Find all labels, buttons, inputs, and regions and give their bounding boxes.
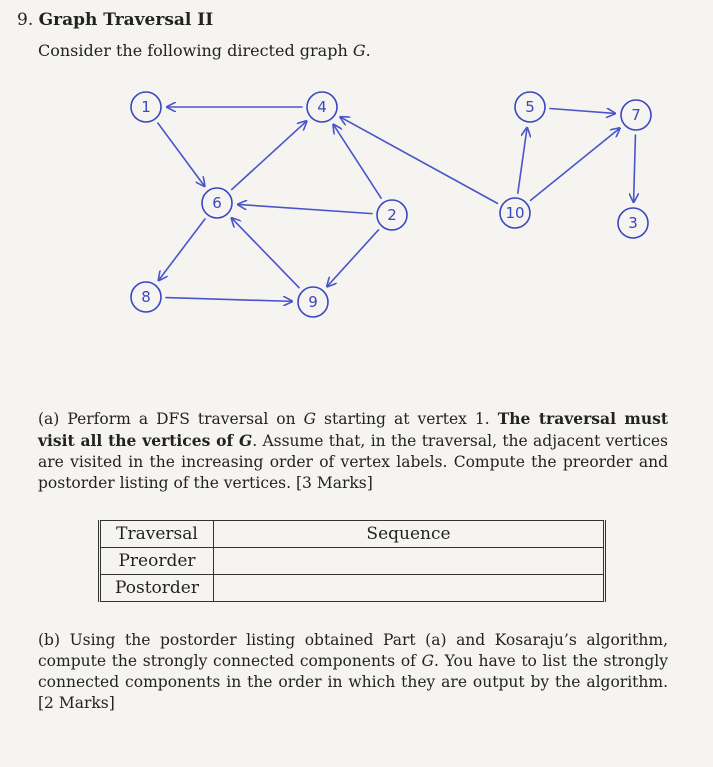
part-b-text	[38, 630, 668, 714]
part-a-bold-text: The traversal must visit all the vertices of	[38, 409, 668, 450]
edge-10-to-7	[531, 128, 620, 200]
postorder-label: Postorder	[100, 575, 214, 602]
part-a-text-1: (a) Perform a DFS traversal on	[38, 410, 304, 428]
node-7	[621, 100, 651, 130]
question-number: 9.	[17, 10, 34, 30]
edge-7-to-3	[634, 135, 636, 202]
header-traversal: Traversal	[100, 521, 214, 548]
node-4-label: 4	[317, 98, 327, 116]
table-row-postorder	[100, 575, 605, 602]
part-b-text-1: (b) Using the postorder listing obtained Part (a) and Kosaraju’s algorithm, compute the strongly connected components of	[38, 631, 668, 670]
intro-graph-var: G	[352, 41, 366, 60]
graph-nodes	[131, 92, 651, 317]
part-b-graph-var: G	[421, 652, 434, 670]
edge-10-to-4	[340, 117, 497, 203]
node-7-label: 7	[631, 106, 641, 124]
graph-edges	[158, 107, 636, 301]
part-a-text	[38, 408, 668, 494]
node-5-label: 5	[525, 98, 535, 116]
edge-2-to-6	[238, 204, 372, 213]
table-header-row	[100, 521, 605, 548]
preorder-label: Preorder	[100, 548, 214, 575]
edge-8-to-9	[166, 298, 292, 302]
part-a-graph-var-2: G	[238, 431, 253, 450]
part-a-graph-var-1: G	[303, 410, 317, 428]
part-b-text-2: . You have to list the strongly connected components in the order in which they are output by the algorithm. [2 Marks]	[38, 652, 668, 712]
question-title: Graph Traversal II	[38, 10, 214, 30]
edge-6-to-4	[232, 121, 307, 189]
part-a-text-2: starting at vertex 1.	[316, 410, 498, 428]
header-sequence: Sequence	[214, 521, 605, 548]
node-4	[307, 92, 337, 122]
question-intro	[38, 41, 371, 60]
node-8	[131, 282, 161, 312]
directed-graph-diagram	[0, 80, 713, 330]
node-9-label: 9	[308, 293, 318, 311]
edge-6-to-8	[159, 219, 205, 280]
node-1-label: 1	[141, 98, 151, 116]
intro-end: .	[365, 41, 371, 60]
node-6	[202, 188, 232, 218]
table-row-preorder	[100, 548, 605, 575]
edge-10-to-5	[518, 128, 527, 193]
node-8-label: 8	[141, 288, 151, 306]
node-3-label: 3	[628, 214, 638, 232]
part-a-text-3: . Assume that, in the traversal, the adjacent vertices are visited in the increasing order of vertex labels. Compute the preorder and postorder listing of the vertices. [3 Marks]	[38, 432, 668, 492]
edge-1-to-6	[158, 123, 205, 186]
node-5	[515, 92, 545, 122]
node-2-label: 2	[387, 206, 397, 224]
node-1	[131, 92, 161, 122]
node-3	[618, 208, 648, 238]
edge-9-to-6	[232, 218, 299, 288]
postorder-answer-cell[interactable]	[214, 575, 605, 602]
question-heading	[17, 10, 213, 30]
preorder-answer-cell[interactable]	[214, 548, 605, 575]
edge-2-to-9	[327, 230, 378, 287]
answer-table	[98, 520, 606, 602]
node-10-label: 10	[505, 204, 525, 222]
node-9	[298, 287, 328, 317]
edge-5-to-7	[550, 109, 615, 114]
node-6-label: 6	[212, 194, 222, 212]
intro-text: Consider the following directed graph	[38, 41, 353, 60]
node-10	[500, 198, 530, 228]
node-2	[377, 200, 407, 230]
